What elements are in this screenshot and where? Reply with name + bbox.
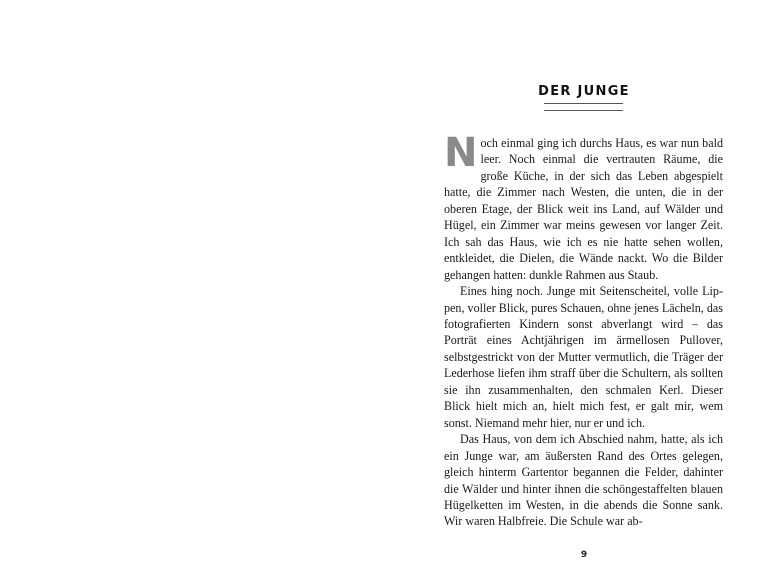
paragraph-text: och einmal ging ich durchs Haus, es war nun bald leer. Noch einmal die vertrauten Räume, die große Küche, in der sich das Leben abgespielt hatte, die Zimmer nach Westen, die unten, die in der oberen Etage, der Blick weit ins Land, auf Wälder und Hügel, ein Zimmer war meins gewesen vor langer Zeit. Ich sah das Haus, wie ich es nie hatte sehen wollen, entkleidet, die Dielen, die Wände nackt. Wo die Bilder gehangen hatten: dunkle Rahmen aus Staub. bbox=[444, 136, 723, 282]
page-number: 9 bbox=[580, 550, 588, 560]
chapter-title: DER JUNGE bbox=[538, 84, 630, 99]
title-double-rule bbox=[544, 103, 623, 111]
drop-cap: N bbox=[444, 130, 478, 176]
chapter-body bbox=[444, 130, 723, 530]
paragraph bbox=[444, 130, 723, 283]
paragraph: Eines hing noch. Junge mit Seitenscheitel, volle Lippen, voller Blick, pures Schauen, ohne jenes Lächeln, das fotografierten Kindern sonst abverlangt wird – das Porträt eines Achtjährigen im ärmellosen Pullover, selbstgestrickt von der Mutter vermutlich, die Träger der Lederhose liefen ihm straff über die Schultern, als sollten sie ihn zusammenhalten, den schmalen Kerl. Dieser Blick hielt mich an, hielt mich fest, er galt mir, wem sonst. Niemand mehr hier, nur er und ich. bbox=[444, 284, 723, 430]
paragraph: Das Haus, von dem ich Abschied nahm, hatte, als ich ein Junge war, am äußersten Rand des Ortes gelegen, gleich hinterm Gartentor begannen die Felder, dahinter die Wälder und hinter ihnen die schöngestaffelten blauen Hügelketten im Westen, in die abends die Sonne sank. Wir waren Halbfreie. Die Schule war ab- bbox=[444, 432, 723, 529]
